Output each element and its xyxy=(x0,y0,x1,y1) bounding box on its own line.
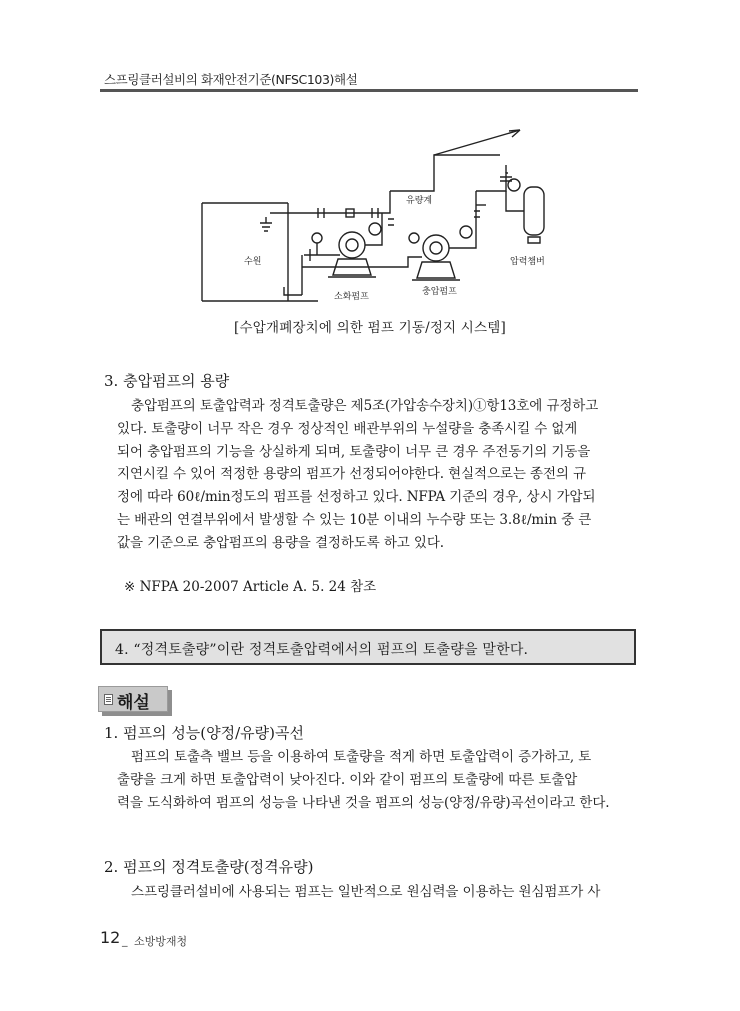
explanation-1-title: 1. 펌프의 성능(양정/유량)곡선 xyxy=(104,724,304,742)
explanation-2-line: 스프링클러설비에 사용되는 펌프는 일반적으로 원심력을 이용하는 원심펌프가 사 xyxy=(131,884,601,900)
jockey-pump-label: 충압펌프 xyxy=(422,287,457,297)
header-rule xyxy=(100,89,638,92)
discharge-line xyxy=(434,130,520,155)
running-header xyxy=(100,68,638,92)
explanation-badge-label: 해설 xyxy=(117,693,150,713)
explanation-1-body xyxy=(117,746,639,814)
section-3-line: 정에 따라 60ℓ/min정도의 펌프를 선정하고 있다. NFPA 기준의 경우, 상시 가압되 xyxy=(117,489,596,506)
flowmeter-label: 유량계 xyxy=(406,196,433,206)
water-level-mark xyxy=(260,223,272,231)
section-3-line: 충압펌프의 토출압력과 정격토출량은 제5조(가압송수장치)①항13호에 규정하고 xyxy=(131,398,599,414)
section-3-line: 는 배관의 연결부위에서 발생할 수 있는 10분 이내의 누수량 또는 3.8ℓ/min 중 큰 xyxy=(117,511,592,528)
explanation-1-line: 력을 도식화하여 펌프의 성능을 나타낸 것을 펌프의 성능(양정/유량)곡선이라고 한다. xyxy=(117,794,610,811)
section-3-line: 있다. 토출량이 너무 작은 경우 정상적인 배관부위의 누설량을 충족시킬 수 없게 xyxy=(117,420,578,437)
riser-pipe xyxy=(390,155,500,191)
section-3-body xyxy=(117,395,639,555)
definition-box xyxy=(100,629,636,665)
explanation-badge xyxy=(98,686,168,712)
fire-pump-body xyxy=(339,232,365,258)
section-3-title: 3. 충압펌프의 용량 xyxy=(104,372,230,390)
pump-system-diagram xyxy=(200,125,550,305)
water-tank-outline xyxy=(202,203,318,301)
footer-separator: _ xyxy=(122,934,128,947)
pressure-chamber-label: 압력챔버 xyxy=(510,257,545,267)
section-3-line: 되어 충압펌프의 기능을 상실하게 되며, 토출량이 너무 큰 경우 주전동기의 기동을 xyxy=(117,443,591,460)
definition-text: 4. “정격토출량”이란 정격토출압력에서의 펌프의 토출량을 말한다. xyxy=(115,642,529,658)
explanation-1-line: 출량을 크게 하면 토출압력이 낮아진다. 이와 같이 펌프의 토출량에 따른 토출압 xyxy=(117,771,578,788)
page-number: 12 xyxy=(100,928,121,947)
section-3-line: 지연시킬 수 있어 적정한 용량의 펌프가 선정되어야한다. 현실적으로는 종전의 규 xyxy=(117,466,586,483)
jockey-pump-base xyxy=(417,262,455,278)
fire-pump-label: 소화펌프 xyxy=(334,292,369,302)
pump-system-figure xyxy=(200,125,550,305)
figure-caption: [수압개폐장치에 의한 펌프 기동/정지 시스템] xyxy=(234,320,506,336)
footer-organization: 소방방재청 xyxy=(134,935,188,948)
document-icon xyxy=(104,694,113,705)
water-source-label: 수원 xyxy=(244,257,262,267)
nfpa-reference-note: ※ NFPA 20-2007 Article A. 5. 24 참조 xyxy=(124,579,377,595)
running-title: 스프링클러설비의 화재안전기준(NFSC103)해설 xyxy=(104,72,358,87)
explanation-2-body xyxy=(117,881,639,904)
jockey-pump-body xyxy=(423,235,449,261)
pressure-chamber xyxy=(524,187,544,235)
explanation-1-line: 펌프의 토출측 밸브 등을 이용하여 토출량을 적게 하면 토출압력이 증가하고, 토 xyxy=(131,749,592,765)
section-3-line: 값을 기준으로 충압펌프의 용량을 결정하도록 하고 있다. xyxy=(117,534,444,551)
explanation-2-title: 2. 펌프의 정격토출량(정격유량) xyxy=(104,858,314,876)
